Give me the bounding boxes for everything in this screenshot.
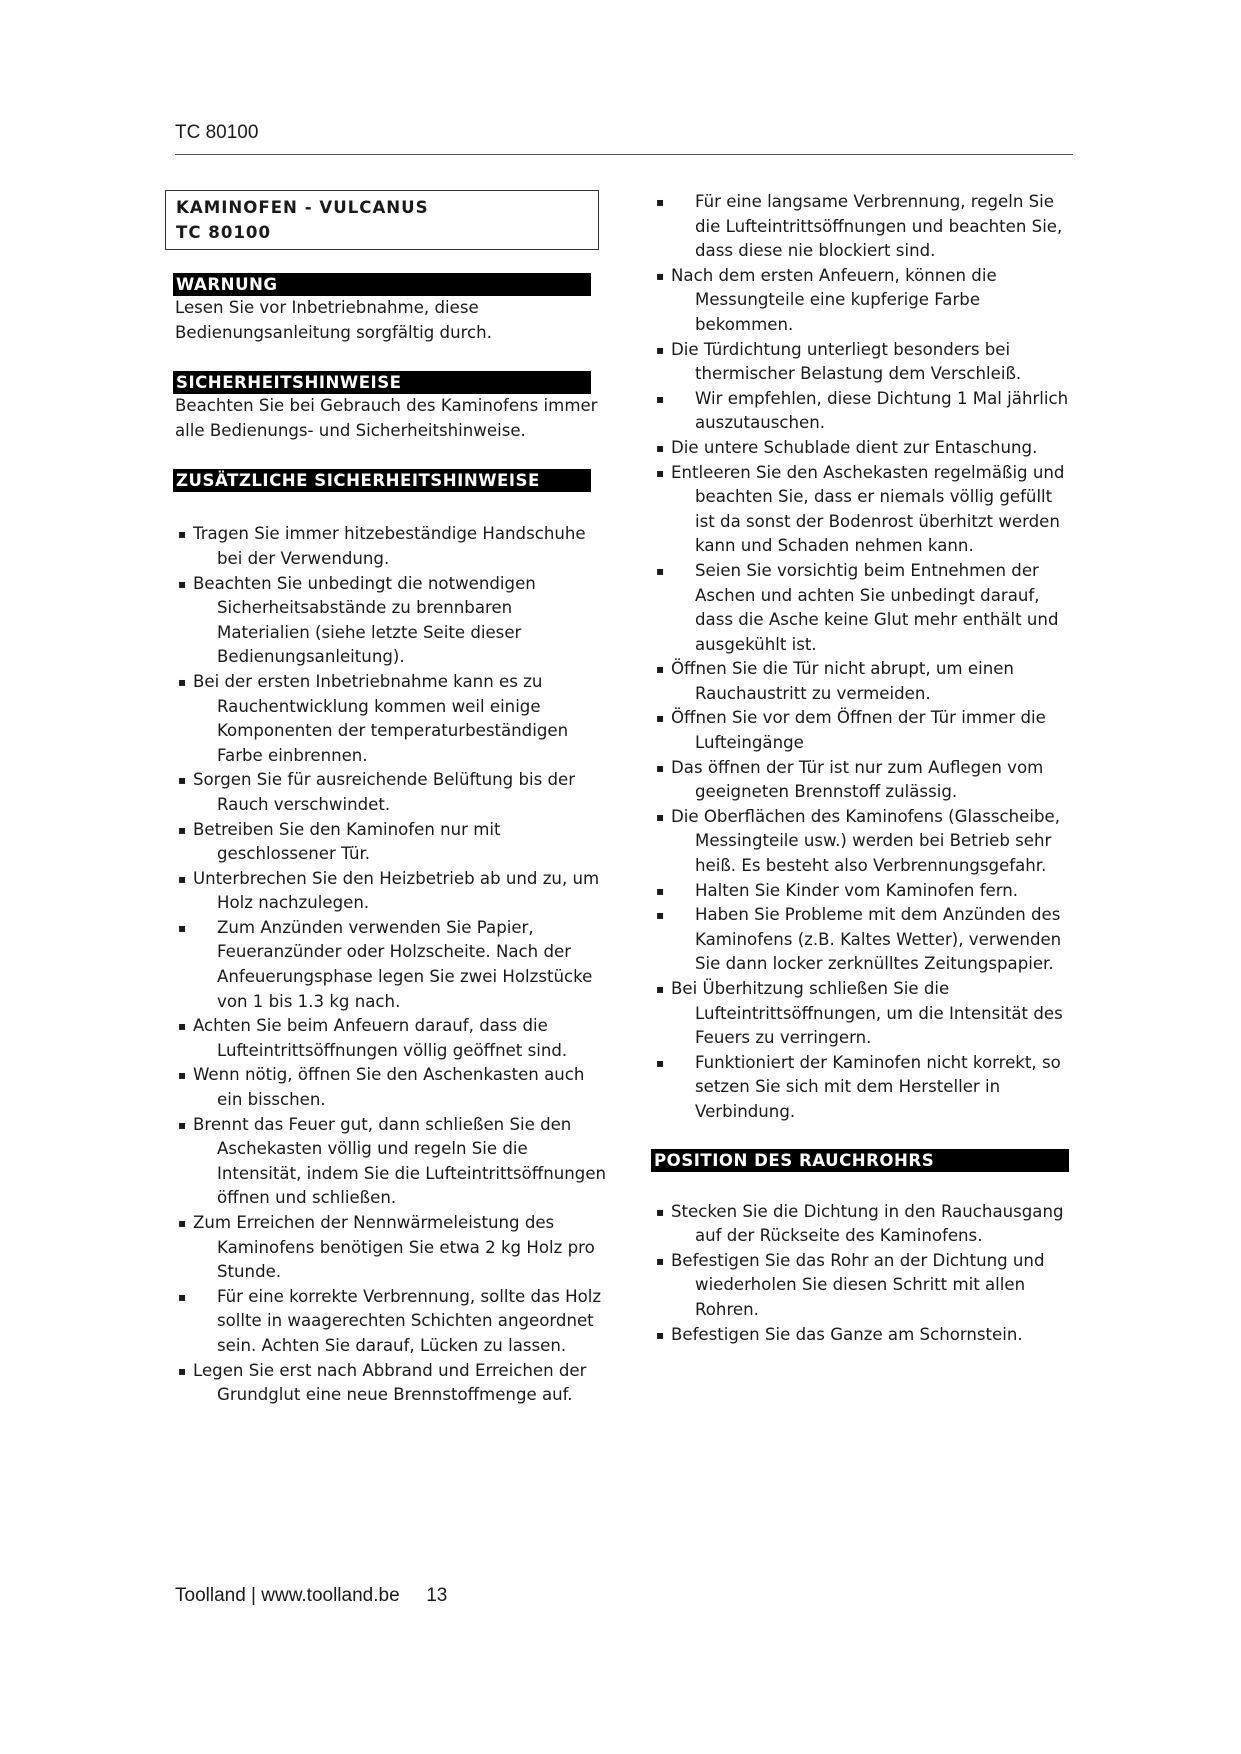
footer <box>175 1585 447 1607</box>
product-title-box <box>165 190 599 250</box>
list-item: ▪ Zum Erreichen der Nennwärmeleistung des Kaminofens benötigen Sie etwa 2 kg Holz pro Stunde. <box>175 1211 607 1285</box>
list-item: ▪ Brennt das Feuer gut, dann schließen Sie den Aschekasten völlig und regeln Sie die Intensität, indem Sie die Lufteintrittsöffnungen öffnen und schließen. <box>175 1113 607 1211</box>
list-item: ▪ Sorgen Sie für ausreichende Belüftung bis der Rauch verschwindet. <box>175 768 607 817</box>
extra-safety-heading: ZUSÄTZLICHE SICHERHEITSHINWEISE <box>173 469 591 492</box>
list-item: ▪ Wir empfehlen, diese Dichtung 1 Mal jährlich auszutauschen. <box>653 387 1073 436</box>
list-item: ▪ Öffnen Sie vor dem Öffnen der Tür immer die Lufteingänge <box>653 706 1073 755</box>
extra-safety-list <box>175 522 607 1407</box>
list-item: ▪ Das öffnen der Tür ist nur zum Auflegen vom geeigneten Brennstoff zulässig. <box>653 756 1073 805</box>
list-item: ▪ Halten Sie Kinder vom Kaminofen fern. <box>653 879 1073 904</box>
list-item: ▪ Bei Überhitzung schließen Sie die Lufteintrittsöffnungen, um die Intensität des Feuers zu verringern. <box>653 977 1073 1051</box>
list-item: ▪ Seien Sie vorsichtig beim Entnehmen der Aschen und achten Sie unbedingt darauf, dass die Asche keine Glut mehr enthält und ausgekühlt ist. <box>653 559 1073 657</box>
right-column <box>653 190 1073 1347</box>
list-item: ▪ Nach dem ersten Anfeuern, können die Messungteile eine kupferige Farbe bekommen. <box>653 264 1073 338</box>
list-item: ▪ Betreiben Sie den Kaminofen nur mit geschlossener Tür. <box>175 818 607 867</box>
list-item: ▪ Die Türdichtung unterliegt besonders bei thermischer Belastung dem Verschleiß. <box>653 338 1073 387</box>
list-item: ▪ Legen Sie erst nach Abbrand und Erreichen der Grundglut eine neue Brennstoffmenge auf. <box>175 1359 607 1408</box>
list-item: ▪ Zum Anzünden verwenden Sie Papier, Feueranzünder oder Holzscheite. Nach der Anfeuerungsphase legen Sie zwei Holzstücke von 1 bis 1.3 kg nach. <box>175 916 607 1014</box>
list-item: ▪ Entleeren Sie den Aschekasten regelmäßig und beachten Sie, dass er niemals völlig gefüllt ist da sonst der Bodenrost überhitzt werden kann und Schaden nehmen kann. <box>653 461 1073 559</box>
header-code: TC 80100 <box>175 122 259 143</box>
list-item: ▪ Für eine korrekte Verbrennung, sollte das Holz sollte in waagerechten Schichten angeordnet sein. Achten Sie darauf, Lücken zu lassen. <box>175 1285 607 1359</box>
product-code: TC 80100 <box>176 223 272 242</box>
list-item: ▪ Die untere Schublade dient zur Entaschung. <box>653 436 1073 461</box>
list-item: ▪ Die Oberflächen des Kaminofens (Glasscheibe, Messingteile usw.) werden bei Betrieb sehr heiß. Es besteht also Verbrennungsgefahr. <box>653 805 1073 879</box>
warning-heading: WARNUNG <box>173 273 591 296</box>
list-item: ▪ Unterbrechen Sie den Heizbetrieb ab und zu, um Holz nachzulegen. <box>175 867 607 916</box>
product-title: KAMINOFEN - VULCANUS <box>176 198 429 217</box>
list-item: ▪ Achten Sie beim Anfeuern darauf, dass die Lufteintrittsöffnungen völlig geöffnet sind. <box>175 1014 607 1063</box>
warning-text: Lesen Sie vor Inbetriebnahme, diese Bedienungsanleitung sorgfältig durch. <box>175 298 492 342</box>
right-safety-list <box>653 190 1073 1125</box>
list-item: ▪ Beachten Sie unbedingt die notwendigen Sicherheitsabstände zu brennbaren Materialien (siehe letzte Seite dieser Bedienungsanleitung). <box>175 572 607 670</box>
list-item: ▪ Wenn nötig, öffnen Sie den Aschenkasten auch ein bisschen. <box>175 1063 607 1112</box>
header-rule <box>175 154 1073 155</box>
position-heading: POSITION DES RAUCHROHRS <box>651 1149 1069 1172</box>
position-list <box>653 1200 1073 1348</box>
list-item: ▪ Funktioniert der Kaminofen nicht korrekt, so setzen Sie sich mit dem Hersteller in Verbindung. <box>653 1051 1073 1125</box>
list-item: ▪ Haben Sie Probleme mit dem Anzünden des Kaminofens (z.B. Kaltes Wetter), verwenden Sie dann locker zerknülltes Zeitungspapier. <box>653 903 1073 977</box>
safety-heading: SICHERHEITSHINWEISE <box>173 371 591 394</box>
page-number: 13 <box>426 1585 448 1606</box>
list-item: ▪ Bei der ersten Inbetriebnahme kann es zu Rauchentwicklung kommen weil einige Komponenten der temperaturbeständigen Farbe einbrennen. <box>175 670 607 768</box>
list-item: ▪ Öffnen Sie die Tür nicht abrupt, um einen Rauchaustritt zu vermeiden. <box>653 657 1073 706</box>
list-item: ▪ Befestigen Sie das Rohr an der Dichtung und wiederholen Sie diesen Schritt mit allen Rohren. <box>653 1249 1073 1323</box>
footer-text: Toolland | www.toolland.be <box>175 1585 400 1606</box>
list-item: ▪ Tragen Sie immer hitzebeständige Handschuhe bei der Verwendung. <box>175 522 607 571</box>
list-item: ▪ Befestigen Sie das Ganze am Schornstein. <box>653 1323 1073 1348</box>
safety-text: Beachten Sie bei Gebrauch des Kaminofens immer alle Bedienungs- und Sicherheitshinweise. <box>175 396 598 440</box>
left-column <box>175 190 607 1408</box>
list-item: ▪ Für eine langsame Verbrennung, regeln Sie die Lufteintrittsöffnungen und beachten Sie, dass diese nie blockiert sind. <box>653 190 1073 264</box>
list-item: ▪ Stecken Sie die Dichtung in den Rauchausgang auf der Rückseite des Kaminofens. <box>653 1200 1073 1249</box>
